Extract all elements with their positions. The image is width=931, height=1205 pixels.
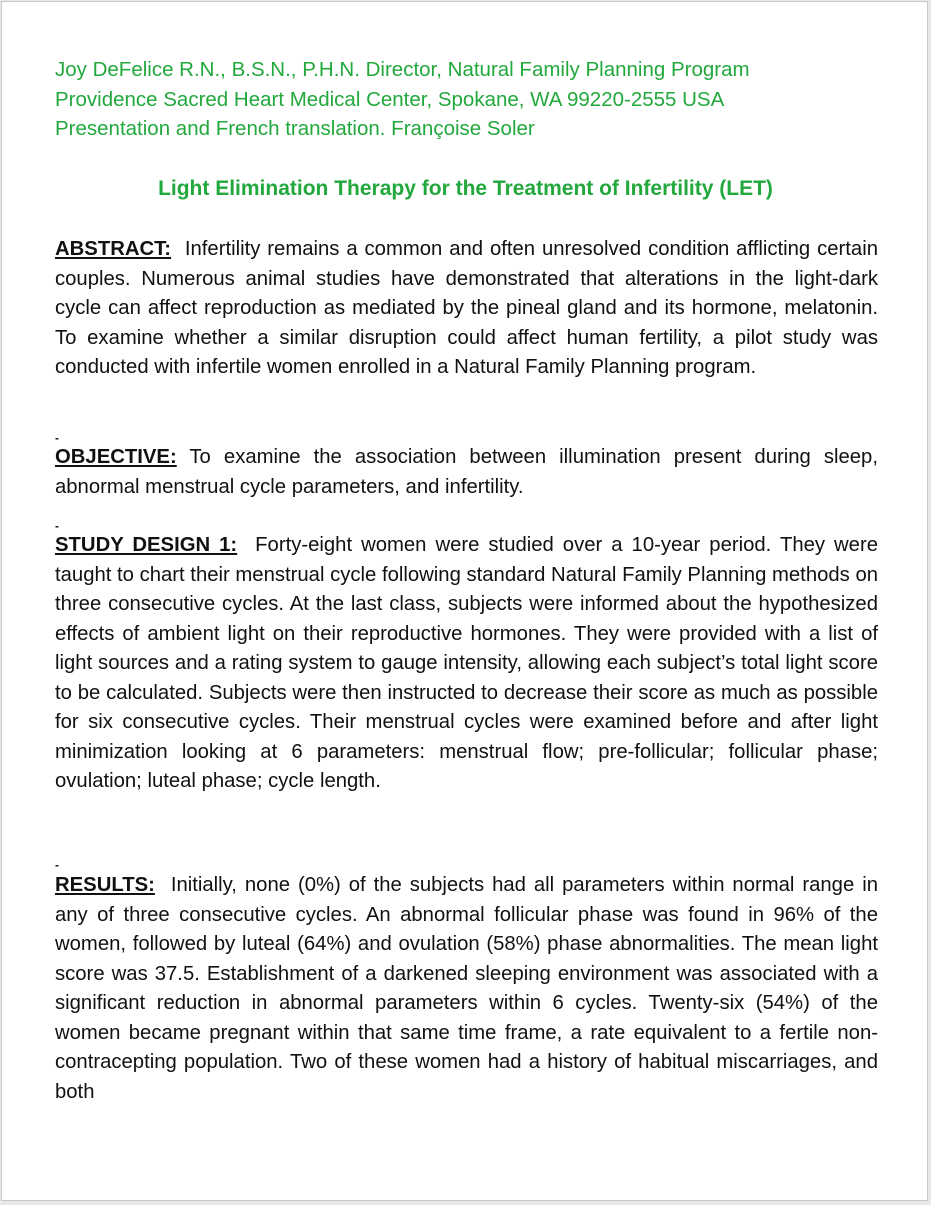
results-section bbox=[55, 871, 878, 1107]
author-line: Joy DeFelice R.N., B.S.N., P.H.N. Director, Natural Family Planning Program bbox=[55, 58, 750, 81]
institution-line: Providence Sacred Heart Medical Center, Spokane, WA 99220-2555 USA bbox=[55, 87, 725, 111]
results-text: Initially, none (0%) of the subjects had all parameters within normal range in any of three consecutive cycles. An abnormal follicular phase was found in 96% of the women, followed by luteal (64%) and ovulation (58%) phase abnormalities. The mean light score was 37.5. Establishment of a darkened sleeping environment was associated with a significant reduction in abnormal parameters within 6 cycles. Twenty-six (54%) of the women became pregnant within that same time frame, a rate equivalent to a fertile non-contracepting population. Two of these women had a history of habitual miscarriages, and both bbox=[55, 874, 878, 1103]
separator-dash: - bbox=[55, 519, 59, 533]
objective-text: To examine the association between illumination present during sleep, abnormal menstrual cycle parameters, and infertility. bbox=[55, 446, 878, 498]
abstract-label: ABSTRACT: bbox=[55, 238, 172, 260]
results-label: RESULTS: bbox=[55, 874, 155, 896]
document-page bbox=[1, 1, 928, 1201]
study-design-section bbox=[55, 531, 878, 797]
study-design-text: Forty-eight women were studied over a 10-year period. They were taught to chart their menstrual cycle following standard Natural Family Planning methods on three consecutive cycles. At the last class, subjects were informed about the hypothesized effects of ambient light on their reproductive hormones. They were provided with a list of light sources and a rating system to gauge intensity, allowing each subject’s total light score to be calculated. Subjects were then instructed to decrease their score as much as possible for six consecutive cycles. Their menstrual cycles were examined before and after light minimization looking at 6 parameters: menstrual flow; pre-follicular; follicular phase; ovulation; luteal phase; cycle length. bbox=[55, 534, 878, 792]
abstract-text: Infertility remains a common and often unresolved condition afflicting certain couples. Numerous animal studies have demonstrated that alterations in the light-dark cycle can affect reproduction as mediated by the pineal gland and its hormone, melatonin. To examine whether a similar disruption could affect human fertility, a pilot study was conducted with infertile women enrolled in a Natural Family Planning program. bbox=[55, 238, 878, 378]
author-header bbox=[55, 55, 750, 144]
translation-credit-line: Presentation and French translation. Françoise Soler bbox=[55, 117, 535, 140]
objective-section bbox=[55, 443, 878, 502]
abstract-section bbox=[55, 235, 878, 383]
separator-dash: - bbox=[55, 858, 59, 872]
document-title: Light Elimination Therapy for the Treatment of Infertility (LET) bbox=[158, 177, 773, 200]
study-design-label: STUDY DESIGN 1: bbox=[55, 534, 238, 556]
objective-label: OBJECTIVE: bbox=[55, 446, 177, 468]
separator-dash: - bbox=[55, 431, 59, 445]
